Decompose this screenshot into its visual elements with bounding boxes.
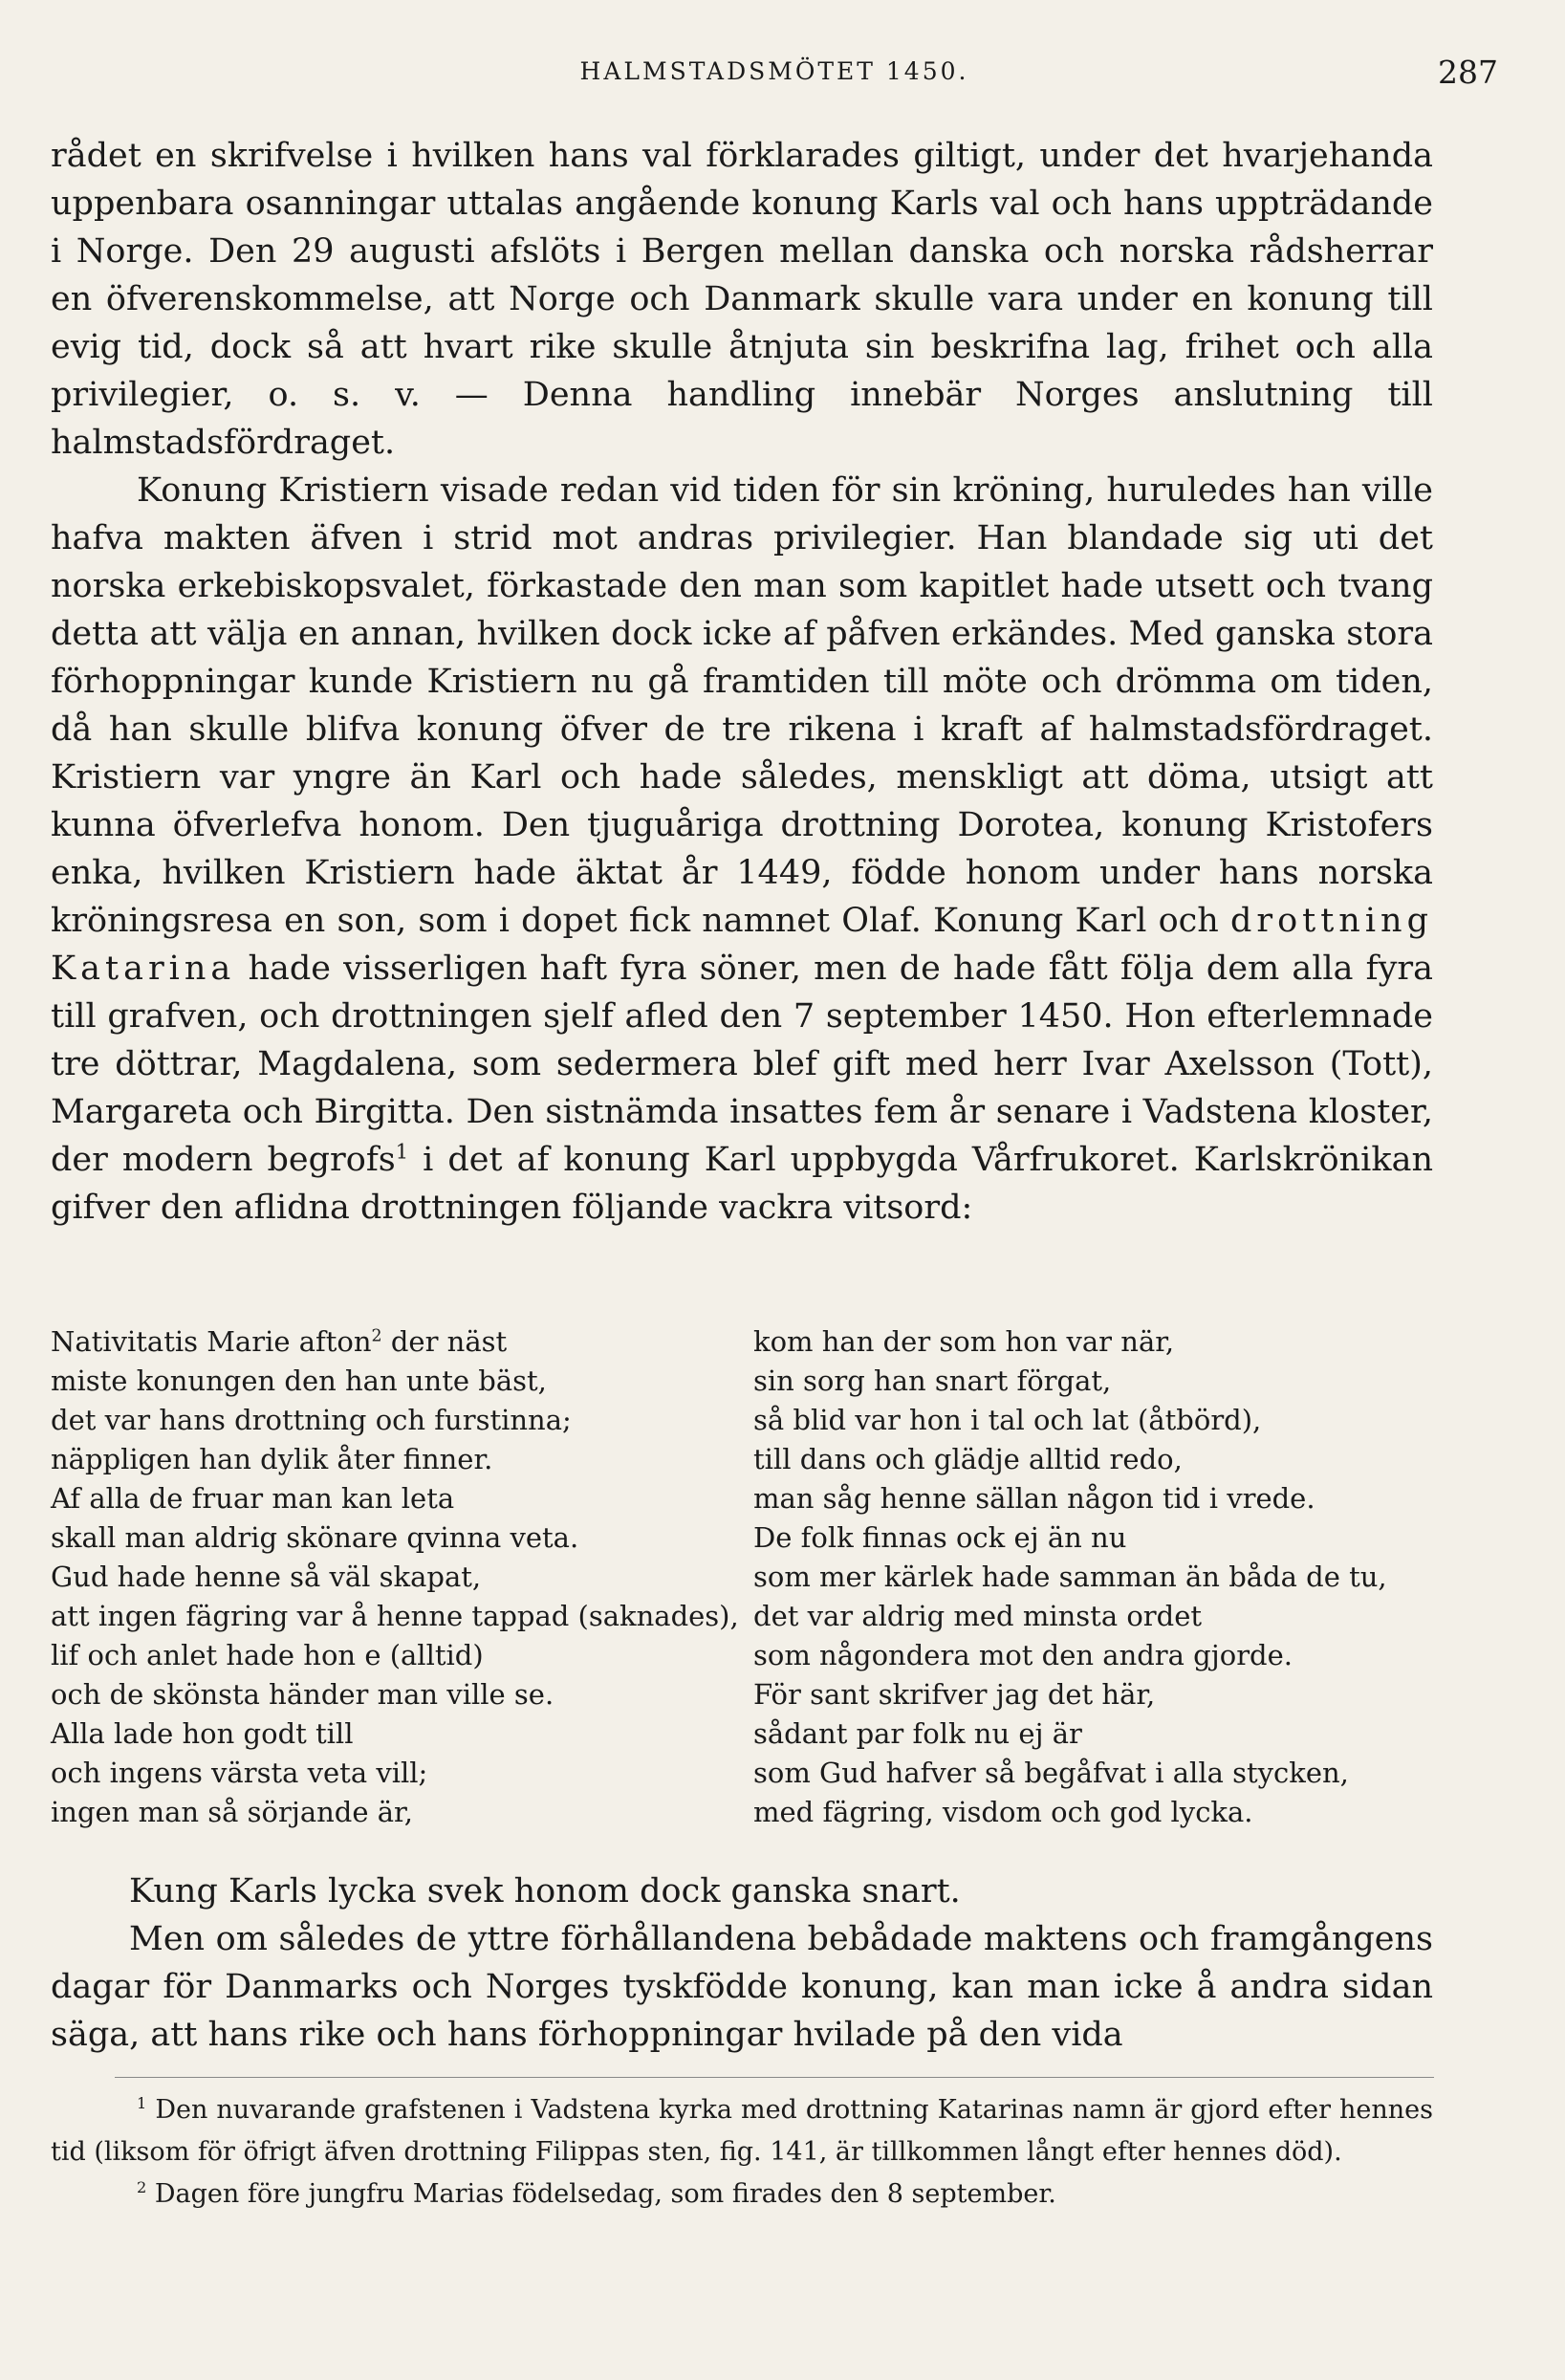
poem-line: ingen man så sörjande är,: [51, 1796, 413, 1828]
footnote-divider: [115, 2077, 1434, 2078]
poem-line: De folk finnas ock ej än nu: [753, 1521, 1127, 1554]
footnote-ref-2: 2: [371, 1326, 382, 1346]
footnotes: [51, 2089, 1433, 2216]
poem-line: till dans och glädje alltid redo,: [753, 1443, 1183, 1475]
poem-line: och de skönsta händer man ville se.: [51, 1678, 554, 1711]
paragraph-2-part-2: hade visserligen haft fyra söner, men de hade fått följa dem alla fyra till grafven, och drottningen sjelf afled den 7 september 1450. Hon efterlemnade tre döttrar, Magdalena, som sedermera blef gift med herr Ivar Axelsson (Tott), Margareta och Birgitta. Den sistnämda insattes fem år senare i Vadstena kloster, der modern begrofs: [51, 950, 1433, 1179]
paragraph-2: [51, 467, 1433, 1232]
poem-line: sådant par folk nu ej är: [753, 1717, 1082, 1750]
footnote-1: [51, 2089, 1433, 2173]
poem-line: lif och anlet hade hon e (alltid): [51, 1639, 484, 1671]
poem-line: det var aldrig med minsta ordet: [753, 1600, 1203, 1632]
footnote-text: Den nuvarande grafstenen i Vadstena kyrka med drottning Katarinas namn är gjord efter hennes tid (liksom för öfrigt äfven drottning Filippas sten, fig. 141, är tillkommen långt efter hennes död).: [51, 2095, 1433, 2167]
poem-line: Gud hade henne så väl skapat,: [51, 1561, 482, 1593]
footnote-ref-1: 1: [395, 1140, 409, 1164]
poem-line: att ingen fägring var å henne tappad (saknades),: [51, 1600, 739, 1632]
footnote-marker: 2: [137, 2178, 147, 2196]
poem-line: som mer kärlek hade samman än båda de tu,: [753, 1561, 1387, 1593]
poem-left-column: [51, 1322, 739, 1832]
poem-line: man såg henne sällan någon tid i vrede.: [753, 1482, 1315, 1515]
paragraph-4: Men om således de yttre förhållandena bebådade maktens och framgångens dagar för Danmarks och Norges tyskfödde konung, kan man icke å andra sidan säga, att hans rike och hans förhoppningar hvilade på den vida: [51, 1920, 1433, 2054]
spaced-name-drottning-katarina: drottning Katarina: [51, 902, 1433, 988]
poem-line: så blid var hon i tal och lat (åtbörd),: [753, 1404, 1262, 1436]
footnote-2: [51, 2173, 1433, 2216]
paragraph-2-part-3: i det af konung Karl uppbygda Vårfrukoret. Karlskrönikan gifver den aflidna drottningen följande vackra vitsord:: [51, 1141, 1433, 1227]
paragraph-3: Kung Karls lycka svek honom dock ganska snart.: [129, 1872, 961, 1911]
footnote-marker: 1: [137, 2094, 147, 2112]
poem-line: kom han der som hon var när,: [753, 1325, 1175, 1358]
body-text: [51, 132, 1433, 1232]
poem-line: Af alla de fruar man kan leta: [51, 1482, 455, 1515]
poem-line: skall man aldrig skönare qvinna veta.: [51, 1521, 579, 1554]
poem-line-text: der näst: [390, 1325, 508, 1358]
poem-line: sin sorg han snart förgat,: [753, 1365, 1112, 1397]
footnote-text: Dagen före jungfru Marias födelsedag, som firades den 8 september.: [154, 2179, 1056, 2209]
poem-line: och ingens värsta veta vill;: [51, 1757, 428, 1789]
poem-line: med fägring, visdom och god lycka.: [753, 1796, 1253, 1828]
poem-line-text: Nativitatis Marie afton: [51, 1325, 372, 1358]
poem-line: Alla lade hon godt till: [51, 1717, 354, 1750]
page-number: 287: [1438, 54, 1498, 91]
running-head: [51, 54, 1498, 96]
poem-line: För sant skrifver jag det här,: [753, 1678, 1156, 1711]
paragraph-2-part-1: Konung Kristiern visade redan vid tiden för sin kröning, huruledes han ville hafva makten äfven i strid mot andras privilegier. Han blandade sig uti det norska erkebiskopsvalet, förkastade den man som kapitlet hade utsett och tvang detta att välja en annan, hvilken dock icke af påfven erkändes. Med ganska stora förhoppningar kunde Kristiern nu gå framtiden till möte och drömma om tiden, då han skulle blifva konung öfver de tre rikena i kraft af halmstadsfördraget. Kristiern var yngre än Karl och hade således, menskligt att döma, utsigt att kunna öfverlefva honom. Den tjuguåriga drottning Dorotea, konung Kristofers enka, hvilken Kristiern hade äktat år 1449, födde honom under hans norska kröningsresa en son, som i dopet fick namnet Olaf. Konung Karl och: [51, 471, 1433, 940]
poem-line: [51, 1322, 720, 1362]
poem-line: som Gud hafver så begåfvat i alla stycken,: [753, 1757, 1349, 1789]
poem-line: det var hans drottning och furstinna;: [51, 1404, 572, 1436]
poem-right-column: [753, 1322, 1433, 1832]
poem-line: näppligen han dylik åter finner.: [51, 1443, 493, 1475]
running-title: HALMSTADSMÖTET 1450.: [579, 57, 969, 85]
paragraph-1: rådet en skrifvelse i hvilken hans val förklarades giltigt, under det hvarjehanda uppenbara osanningar uttalas angående konung Karls val och hans uppträdande i Norge. Den 29 augusti afslöts i Bergen mellan danska och norska rådsherrar en öfverenskommelse, att Norge och Danmark skulle vara under en konung till evig tid, dock så att hvart rike skulle åtnjuta sin beskrifna lag, frihet och alla privilegier, o. s. v. — Denna handling innebär Norges anslutning till halmstadsfördraget.: [51, 137, 1433, 462]
closing-text: [51, 1867, 1433, 2059]
poem-line: miste konungen den han unte bäst,: [51, 1365, 547, 1397]
poem-line: som någondera mot den andra gjorde.: [753, 1639, 1293, 1671]
